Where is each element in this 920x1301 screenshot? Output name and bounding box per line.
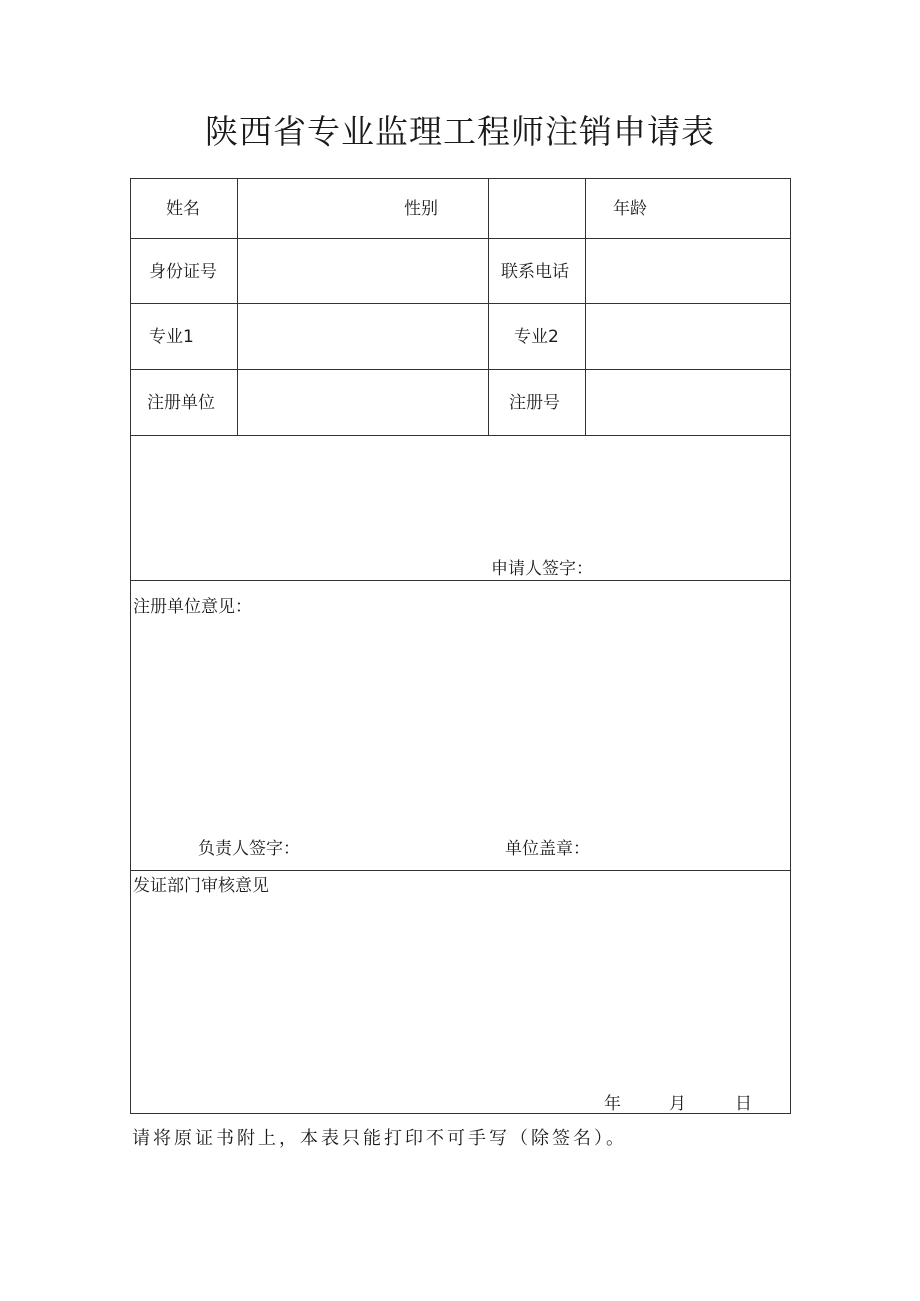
id-number-label: 身份证号 [149, 262, 217, 282]
applicant-signature-label: 申请人签字： [491, 559, 593, 579]
name-value-field[interactable] [238, 179, 488, 238]
issuing-dept-opinion-area[interactable] [131, 901, 789, 1086]
reg-unit-opinion-area[interactable] [131, 624, 789, 829]
major2-label: 专业2 [514, 327, 559, 347]
reg-unit-label: 注册单位 [147, 393, 215, 413]
date-month-label: 月 [669, 1094, 686, 1114]
person-in-charge-signature-label: 负责人签字： [198, 839, 300, 859]
application-form-table [130, 178, 791, 1114]
gender-value-field[interactable] [489, 179, 585, 238]
footnote: 请将原证书附上，本表只能打印不可手写（除签名）。 [132, 1128, 627, 1149]
row-divider [131, 580, 790, 581]
date-year-label: 年 [604, 1094, 621, 1114]
age-value-field[interactable] [671, 179, 789, 238]
reg-unit-opinion-label: 注册单位意见： [133, 597, 252, 617]
reg-unit-value-field[interactable] [238, 370, 488, 435]
major2-value-field[interactable] [586, 304, 789, 369]
page-title: 陕西省专业监理工程师注销申请表 [205, 112, 715, 151]
phone-value-field[interactable] [586, 239, 789, 303]
phone-label: 联系电话 [501, 262, 569, 282]
row-divider [131, 870, 790, 871]
id-number-value-field[interactable] [238, 239, 488, 303]
name-label: 姓名 [166, 199, 200, 219]
gender-label: 性别 [404, 199, 438, 219]
major1-value-field[interactable] [238, 304, 488, 369]
reg-number-label: 注册号 [509, 393, 560, 413]
date-day-label: 日 [735, 1094, 752, 1114]
unit-seal-label: 单位盖章： [505, 839, 590, 859]
issuing-dept-opinion-label: 发证部门审核意见 [133, 876, 269, 896]
major1-label: 专业1 [149, 327, 194, 347]
reg-number-value-field[interactable] [586, 370, 789, 435]
age-label: 年龄 [613, 199, 647, 219]
applicant-area[interactable] [131, 436, 789, 556]
